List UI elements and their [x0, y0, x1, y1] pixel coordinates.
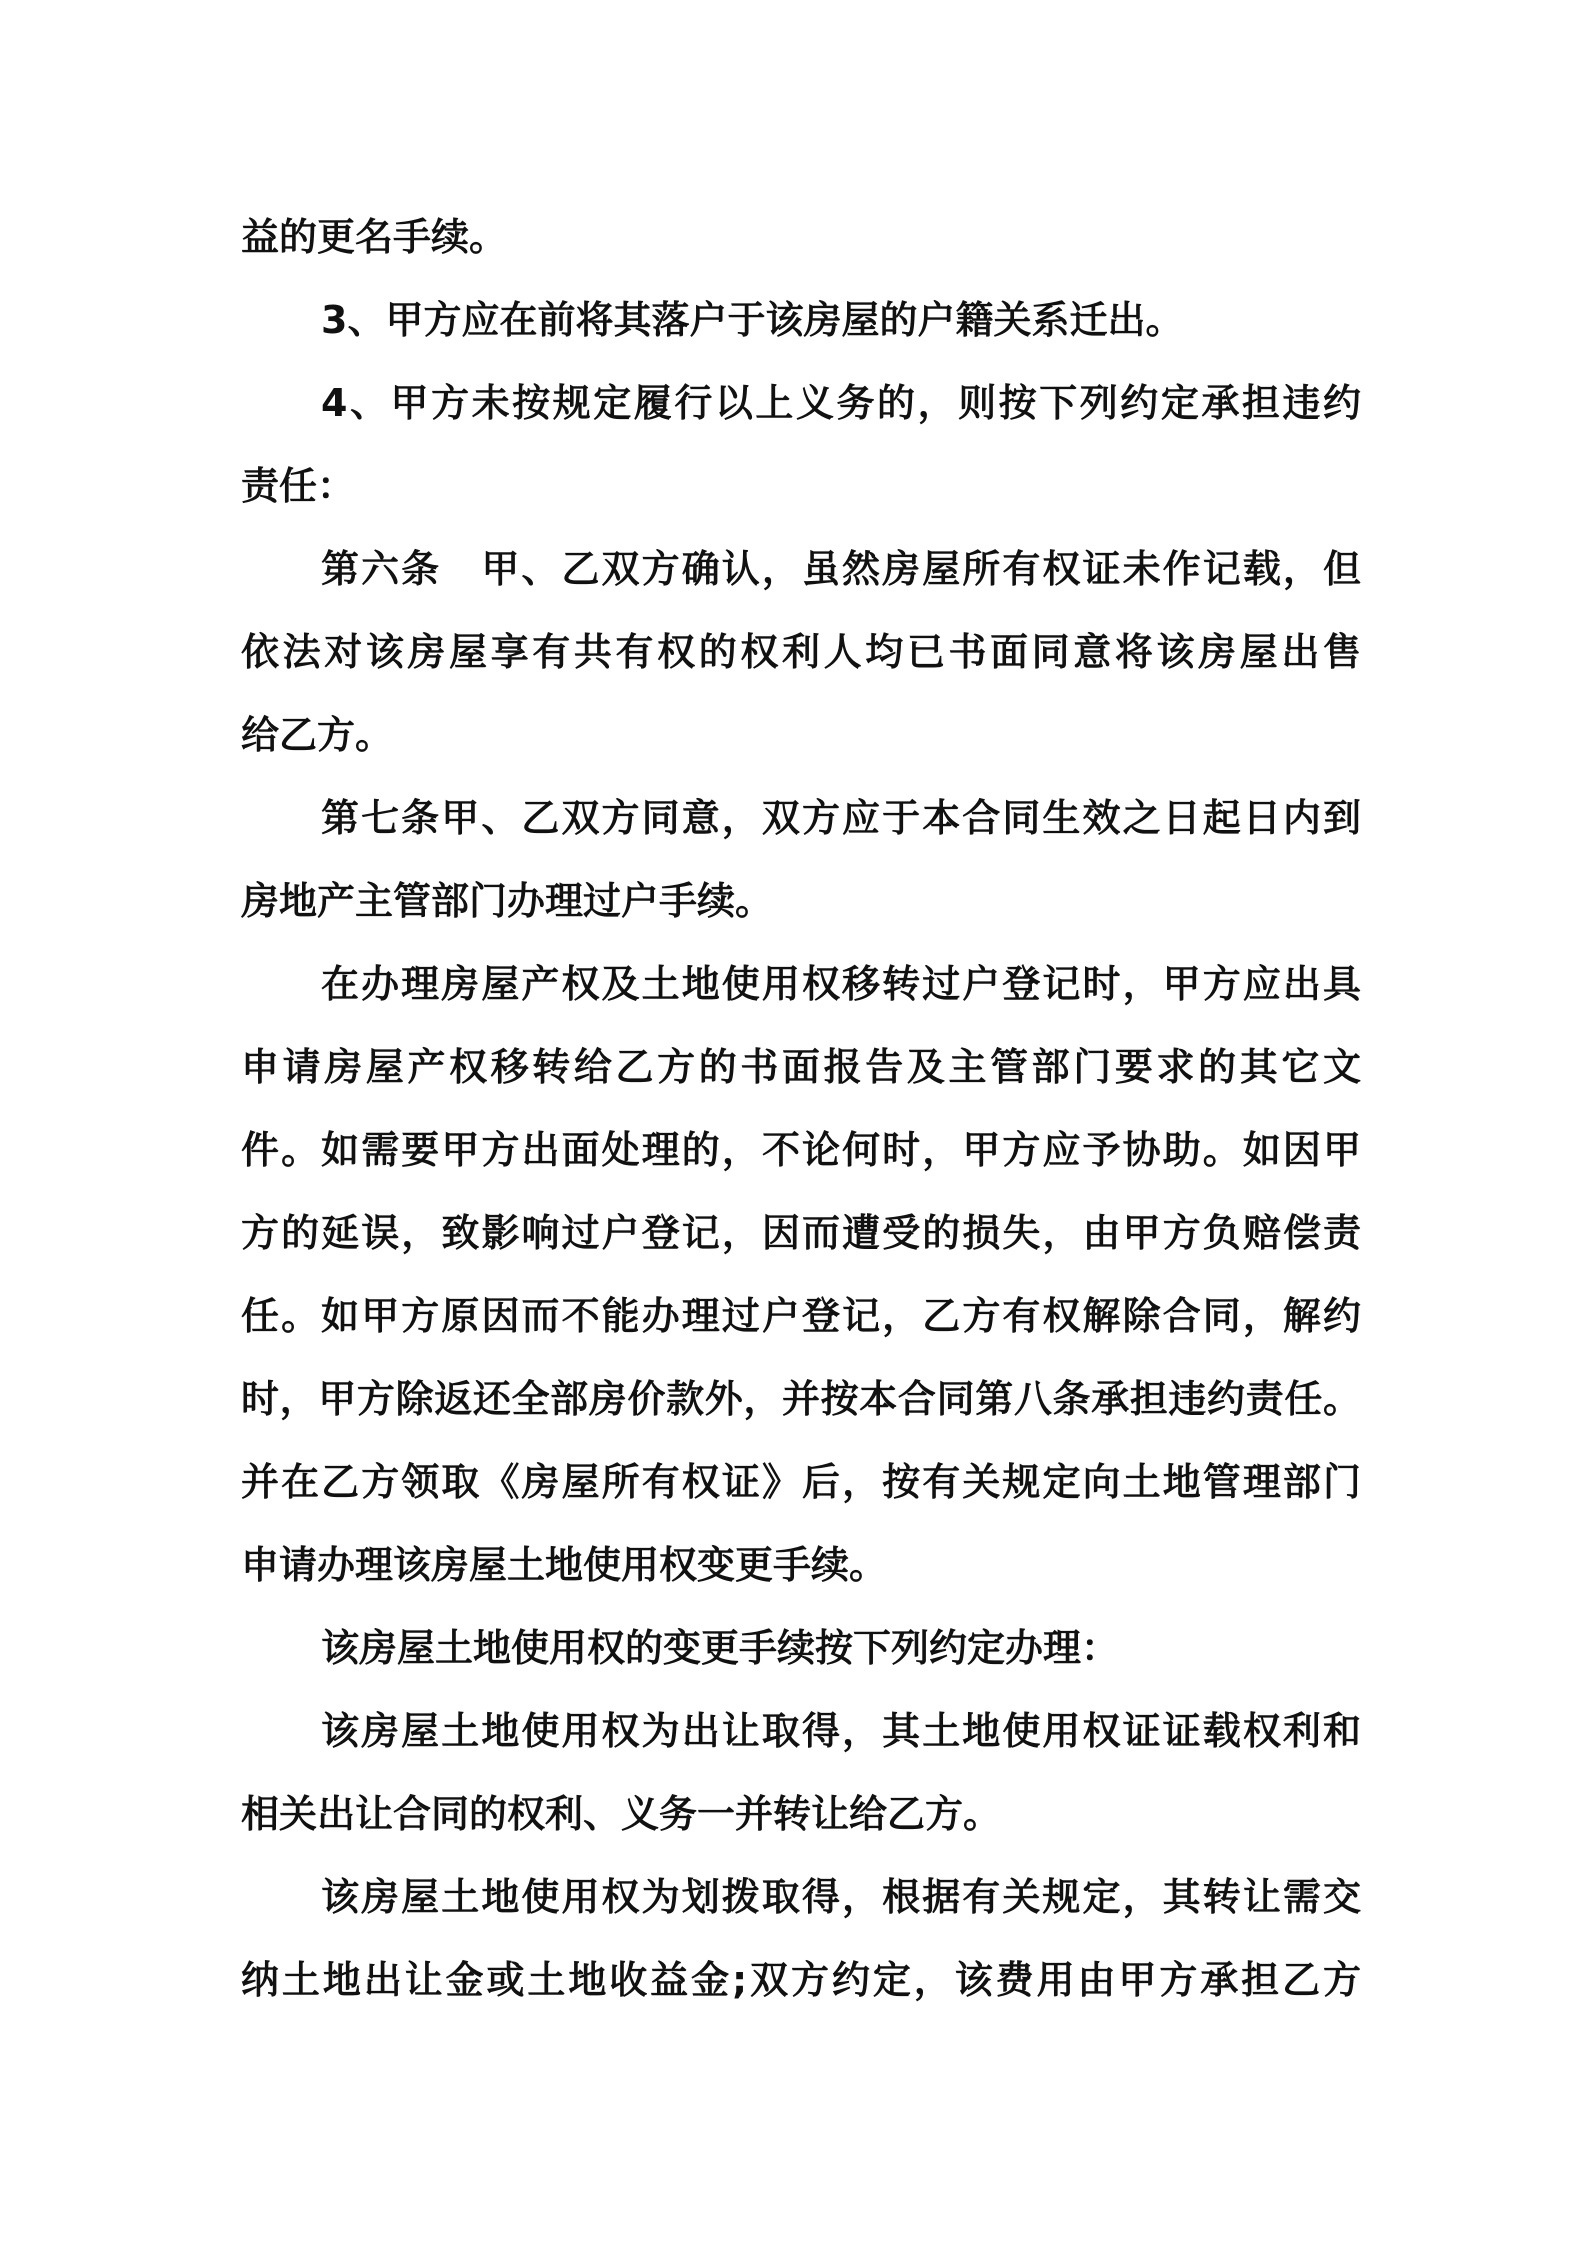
- text-line: 该房屋土地使用权的变更手续按下列约定办理：: [321, 1626, 1120, 1670]
- text-line: 件。如需要甲方出面处理的，不论何时，甲方应予协助。如因甲: [241, 1128, 1361, 1172]
- text-line: 并在乙方领取《房屋所有权证》后，按有关规定向土地管理部门: [241, 1460, 1361, 1504]
- text-line: 任。如甲方原因而不能办理过户登记，乙方有权解除合同，解约: [241, 1294, 1361, 1338]
- text-line: 申请房屋产权移转给乙方的书面报告及主管部门要求的其它文: [241, 1045, 1361, 1089]
- text-line: 在办理房屋产权及土地使用权移转过户登记时，甲方应出具: [321, 962, 1361, 1006]
- text-line: 责任：: [241, 464, 356, 508]
- contract-body-text: [241, 196, 1361, 2022]
- text-line: 申请办理该房屋土地使用权变更手续。: [241, 1543, 888, 1587]
- text-line: 第七条甲、乙双方同意，双方应于本合同生效之日起日内到: [321, 796, 1361, 840]
- text-line: 该房屋土地使用权为划拨取得，根据有关规定，其转让需交: [321, 1875, 1361, 1919]
- text-line: 给乙方。: [241, 713, 394, 757]
- text-line: 纳土地出让金或土地收益金;双方约定，该费用由甲方承担乙方: [241, 1958, 1361, 2002]
- text-line: 该房屋土地使用权为出让取得，其土地使用权证证载权利和: [321, 1709, 1361, 1753]
- text-line: 3、甲方应在前将其落户于该房屋的户籍关系迁出。: [321, 298, 1184, 342]
- text-line: 益的更名手续。: [241, 215, 508, 259]
- text-line: 相关出让合同的权利、义务一并转让给乙方。: [241, 1792, 1002, 1836]
- text-line: 4、甲方未按规定履行以上义务的，则按下列约定承担违约: [321, 381, 1361, 425]
- text-line: 第六条 甲、乙双方确认，虽然房屋所有权证未作记载，但: [321, 547, 1361, 591]
- text-line: 时，甲方除返还全部房价款外，并按本合同第八条承担违约责任。: [241, 1377, 1361, 1421]
- text-line: 依法对该房屋享有共有权的权利人均已书面同意将该房屋出售: [241, 630, 1361, 674]
- text-line: 方的延误，致影响过户登记，因而遭受的损失，由甲方负赔偿责: [241, 1211, 1361, 1255]
- text-line: 房地产主管部门办理过户手续。: [241, 879, 774, 923]
